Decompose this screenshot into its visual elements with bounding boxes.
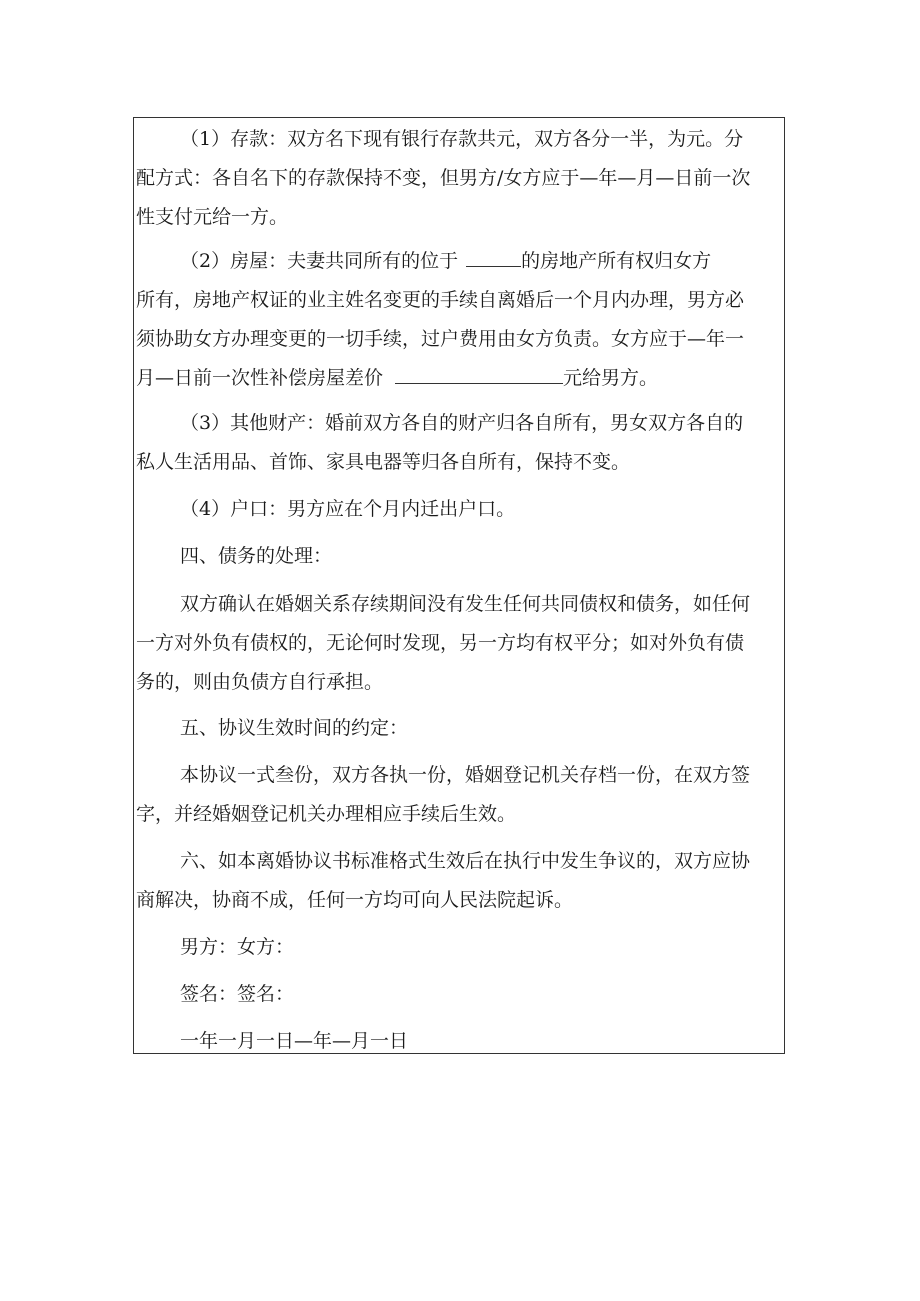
text-line: （4）户口：男方应在个月内迁出户口。	[180, 498, 516, 520]
text-line: 字，并经婚姻登记机关办理相应手续后生效。	[136, 803, 517, 825]
text-line: 五、协议生效时间的约定：	[180, 717, 409, 739]
paragraph-house	[133, 242, 785, 398]
text-line: 六、如本离婚协议书标准格式生效后在执行中发生争议的，双方应协	[180, 850, 751, 872]
text-segment: 月—日前一次性补偿房屋差价	[136, 367, 384, 389]
paragraph-debt	[133, 585, 785, 702]
text-line: 男方：女方：	[180, 936, 295, 958]
blank-amount	[395, 361, 563, 384]
text-line: 须协助女方办理变更的一切手续，过户费用由女方负责。女方应于—年一	[136, 328, 745, 350]
text-line: 一年一月一日—年—月一日	[180, 1030, 409, 1052]
parties-line	[133, 928, 785, 967]
blank-location	[466, 244, 521, 267]
dates-line	[133, 1022, 785, 1061]
paragraph-other-property	[133, 404, 785, 482]
text-line: 私人生活用品、首饰、家具电器等归各自所有，保持不变。	[136, 451, 631, 473]
text-line: 本协议一式叁份，双方各执一份，婚姻登记机关存档一份，在双方签	[180, 764, 751, 786]
text-line: 务的，则由负债方自行承担。	[136, 671, 384, 693]
text-line: 签名：签名：	[180, 983, 295, 1005]
paragraph-hukou	[133, 490, 785, 529]
text-segment: 元给男方。	[563, 367, 659, 389]
signatures-line	[133, 975, 785, 1014]
section-heading-effective	[133, 709, 785, 748]
text-segment: 的房地产所有权归女方	[521, 250, 712, 272]
paragraph-dispute	[133, 842, 785, 920]
text-line: 四、债务的处理：	[180, 545, 333, 567]
text-line: （1）存款：双方名下现有银行存款共元，双方各分一半，为元。分	[180, 128, 744, 150]
text-line	[133, 359, 785, 398]
paragraph-savings	[133, 120, 785, 237]
paragraph-effective	[133, 756, 785, 834]
text-line	[133, 242, 785, 281]
text-line: 商解决，协商不成，任何一方均可向人民法院起诉。	[136, 889, 574, 911]
section-heading-debt	[133, 537, 785, 576]
text-line: 所有，房地产权证的业主姓名变更的手续自离婚后一个月内办理，男方必	[136, 289, 745, 311]
text-line: 双方确认在婚姻关系存续期间没有发生任何共同债权和债务，如任何	[180, 593, 751, 615]
text-line: 性支付元给一方。	[136, 206, 289, 228]
text-line: （3）其他财产：婚前双方各自的财产归各自所有，男女双方各自的	[180, 412, 744, 434]
text-line: 配方式：各自名下的存款保持不变，但男方/女方应于—年—月—日前一次	[136, 167, 751, 189]
text-segment: （2）房屋：夫妻共同所有的位于	[180, 250, 459, 272]
text-line: 一方对外负有债权的，无论何时发现，另一方均有权平分；如对外负有债	[136, 632, 745, 654]
